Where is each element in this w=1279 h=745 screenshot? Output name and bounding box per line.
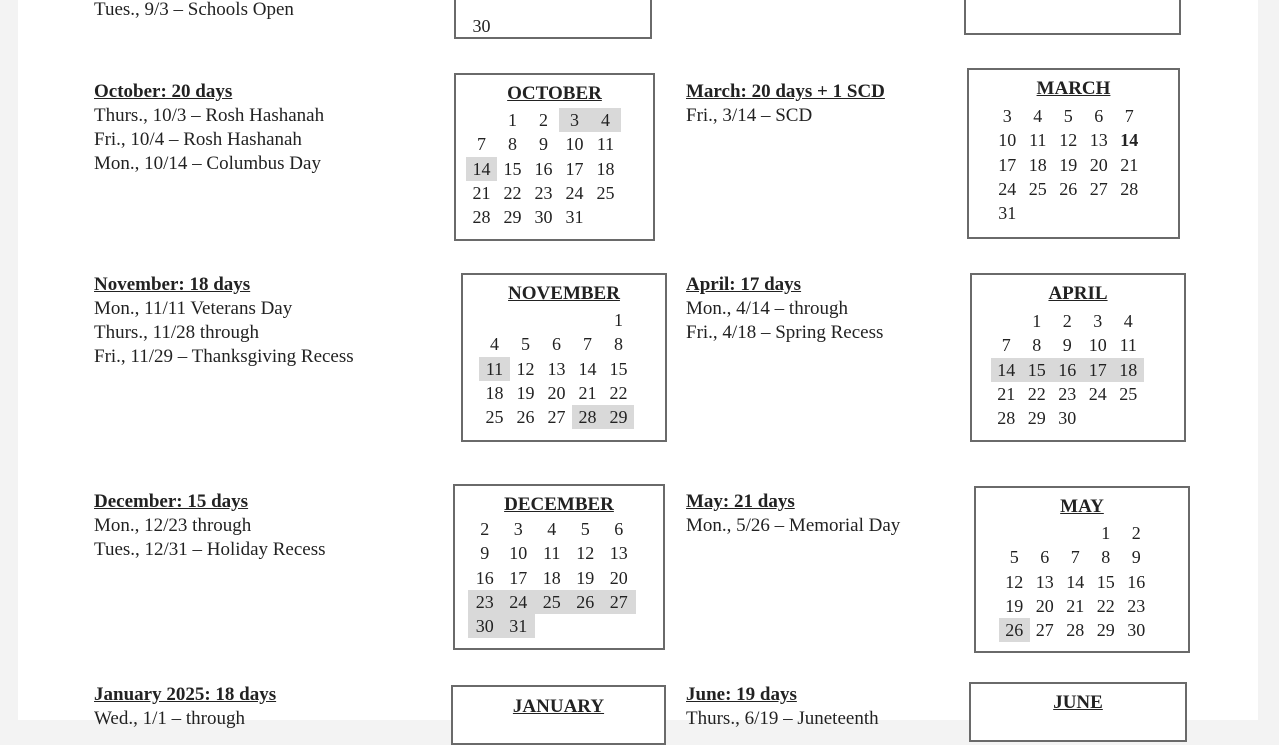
day-cell: 28 [997, 408, 1016, 429]
day-cell: 22 [503, 182, 522, 203]
empty-day-cell [528, 14, 559, 38]
day-cell: 4 [1033, 106, 1043, 126]
day-cell: 17 [998, 154, 1017, 175]
day-cell: 18 [1113, 358, 1144, 382]
empty-day-cell [541, 308, 572, 332]
day-cell: 17 [1083, 358, 1114, 382]
day-cell: 24 [1088, 383, 1107, 404]
march-grid [992, 104, 1145, 225]
day-cell: 31 [998, 203, 1017, 224]
note-line: Thurs., 6/19 – Juneteenth [686, 708, 879, 729]
day-cell: 9 [1062, 335, 1072, 356]
day-cell: 7 [583, 334, 592, 355]
january-notes [94, 683, 276, 731]
day-cell: 20 [547, 382, 566, 403]
december-grid [468, 517, 636, 638]
day-cell: 2 [480, 519, 490, 539]
empty-day-cell [590, 14, 621, 38]
day-cell: 25 [1028, 178, 1047, 199]
october-grid [466, 108, 621, 229]
day-cell: 20 [1035, 595, 1054, 616]
empty-day-cell [1083, 406, 1114, 430]
day-cell: 31 [565, 207, 584, 228]
day-cell: 8 [1032, 335, 1042, 356]
november-calendar [461, 273, 667, 442]
empty-day-cell [999, 521, 1030, 545]
day-cell: 28 [572, 405, 603, 429]
june-title: JUNE [1053, 692, 1103, 713]
june-calendar [969, 682, 1187, 742]
day-cell: 25 [485, 407, 504, 428]
day-cell: 27 [547, 407, 566, 428]
november-notes [94, 273, 354, 369]
day-cell: 30 [534, 207, 553, 228]
september-grid [466, 14, 621, 38]
day-cell: 16 [534, 158, 553, 179]
note-line: Mon., 11/11 Veterans Day [94, 298, 293, 319]
day-cell: 5 [1063, 106, 1073, 126]
day-cell: 9 [539, 134, 548, 155]
day-cell: 7 [1124, 106, 1134, 126]
day-cell: 27 [1089, 178, 1108, 199]
december-calendar [453, 484, 665, 650]
day-cell: 23 [534, 182, 553, 203]
empty-day-cell [1113, 406, 1144, 430]
empty-day-cell [569, 614, 603, 638]
day-cell: 18 [542, 567, 561, 588]
calendar-page [18, 0, 1258, 729]
day-cell: 24 [565, 182, 584, 203]
note-line: Mon., 4/14 – through [686, 298, 849, 319]
may-title: MAY [1060, 496, 1104, 517]
day-cell: 26 [516, 407, 535, 428]
day-cell: 29 [1027, 408, 1046, 429]
note-line: Thurs., 10/3 – Rosh Hashanah [94, 105, 325, 126]
day-cell: 2 [1131, 523, 1141, 543]
day-cell: 27 [1035, 620, 1054, 641]
january-heading: January 2025: 18 days [94, 684, 277, 705]
day-cell: 4 [490, 334, 499, 355]
day-cell: 2 [1062, 311, 1072, 331]
day-cell: 30 [1127, 620, 1146, 641]
day-cell: 10 [565, 134, 584, 155]
day-cell: 1 [1101, 523, 1111, 543]
day-cell: 5 [580, 519, 590, 539]
day-cell: 28 [1120, 178, 1139, 199]
day-cell: 3 [1002, 106, 1012, 126]
october-calendar [454, 73, 655, 241]
note-line: Fri., 11/29 – Thanksgiving Recess [94, 346, 354, 367]
day-cell: 19 [516, 382, 535, 403]
day-cell: 22 [609, 382, 628, 403]
december-title: DECEMBER [504, 494, 614, 515]
december-heading: December: 15 days [94, 491, 249, 512]
september-notes [94, 0, 294, 22]
day-cell: 26 [569, 590, 603, 614]
day-cell: 22 [1096, 595, 1115, 616]
day-cell: 19 [576, 567, 595, 588]
day-cell: 5 [1009, 547, 1019, 568]
day-cell: 21 [472, 182, 491, 203]
day-cell: 13 [1035, 571, 1054, 592]
day-cell: 11 [1029, 130, 1047, 151]
october-heading: October: 20 days [94, 81, 233, 102]
day-cell: 18 [1028, 154, 1047, 175]
october-title: OCTOBER [507, 83, 602, 104]
empty-day-cell [991, 309, 1022, 333]
day-cell: 9 [1131, 547, 1141, 568]
day-cell: 29 [603, 405, 634, 429]
day-cell: 6 [552, 334, 561, 355]
day-cell: 29 [1096, 620, 1115, 641]
day-cell: 28 [472, 207, 491, 228]
day-cell: 7 [1070, 547, 1080, 568]
day-cell: 14 [466, 157, 497, 181]
note-line: Wed., 1/1 – through [94, 708, 245, 729]
day-cell: 21 [1120, 154, 1139, 175]
january-calendar [451, 685, 666, 745]
april-heading: April: 17 days [686, 274, 802, 295]
day-cell: 11 [1119, 335, 1137, 356]
day-cell: 28 [1066, 620, 1085, 641]
note-line: Mon., 12/23 through [94, 515, 252, 536]
note-line: Tues., 12/31 – Holiday Recess [94, 539, 326, 560]
day-cell: 23 [1127, 595, 1146, 616]
day-cell: 1 [508, 110, 517, 130]
empty-day-cell [479, 308, 510, 332]
day-cell: 15 [1022, 358, 1053, 382]
january-title: JANUARY [512, 696, 605, 717]
day-cell: 12 [1059, 130, 1078, 151]
empty-day-cell [559, 14, 590, 38]
empty-day-cell [1053, 201, 1084, 225]
day-cell: 21 [578, 382, 597, 403]
empty-day-cell [572, 308, 603, 332]
note-line: Mon., 5/26 – Memorial Day [686, 515, 901, 536]
day-cell: 3 [1093, 311, 1103, 331]
day-cell: 14 [1066, 571, 1085, 592]
day-cell: 25 [535, 590, 569, 614]
day-cell: 4 [1123, 311, 1133, 331]
empty-day-cell [497, 14, 528, 38]
day-cell: 21 [1066, 595, 1085, 616]
empty-day-cell [510, 308, 541, 332]
day-cell: 22 [1027, 383, 1046, 404]
day-cell: 7 [1001, 335, 1011, 356]
day-cell: 30 [468, 614, 502, 638]
day-cell: 15 [503, 158, 522, 179]
day-cell: 24 [502, 590, 536, 614]
day-cell: 1 [1032, 311, 1042, 331]
day-cell: 17 [565, 158, 584, 179]
november-heading: November: 18 days [94, 274, 251, 295]
day-cell: 12 [1005, 571, 1024, 592]
may-calendar [974, 486, 1190, 653]
day-cell: 6 [1040, 547, 1050, 568]
day-cell: 27 [602, 590, 636, 614]
day-cell: 21 [997, 383, 1016, 404]
march-notes [686, 80, 885, 128]
empty-day-cell [1060, 521, 1091, 545]
february-calendar [964, 0, 1181, 35]
day-cell: 13 [609, 543, 628, 564]
day-cell: 11 [479, 357, 510, 381]
day-cell: 31 [502, 614, 536, 638]
day-cell: 26 [1059, 178, 1078, 199]
empty-day-cell [1030, 521, 1061, 545]
day-cell: 11 [596, 134, 615, 155]
day-cell: 30 [1058, 408, 1077, 429]
day-cell: 15 [609, 358, 628, 379]
september-calendar [454, 0, 652, 39]
note-line: Mon., 10/14 – Columbus Day [94, 153, 321, 174]
april-notes [686, 273, 883, 345]
day-cell: 14 [1120, 130, 1139, 151]
march-calendar [967, 68, 1180, 239]
day-cell: 15 [1096, 571, 1115, 592]
day-cell: 1 [614, 310, 623, 330]
march-title: MARCH [1036, 78, 1111, 99]
november-grid [479, 308, 634, 429]
note-line: Fri., 3/14 – SCD [686, 105, 813, 126]
day-cell: 10 [998, 130, 1017, 151]
day-cell: 23 [1058, 383, 1077, 404]
day-cell: 2 [539, 110, 548, 130]
note-line: Fri., 10/4 – Rosh Hashanah [94, 129, 302, 150]
note-line: Tues., 9/3 – Schools Open [94, 0, 294, 20]
march-heading: March: 20 days + 1 SCD [686, 81, 885, 102]
june-heading: June: 19 days [686, 684, 797, 705]
october-notes [94, 80, 324, 176]
april-grid [991, 309, 1144, 430]
day-cell: 19 [1059, 154, 1078, 175]
day-cell: 7 [477, 134, 486, 155]
empty-day-cell [466, 108, 497, 132]
april-title: APRIL [1048, 283, 1108, 304]
day-cell: 6 [1094, 106, 1104, 126]
day-cell: 18 [596, 158, 615, 179]
empty-day-cell [602, 614, 636, 638]
day-cell: 11 [543, 543, 561, 564]
day-cell: 8 [614, 334, 623, 355]
day-cell: 6 [614, 519, 624, 539]
empty-day-cell [590, 205, 621, 229]
day-cell: 16 [475, 567, 494, 588]
day-cell: 23 [468, 590, 502, 614]
day-cell: 16 [1052, 358, 1083, 382]
day-cell: 5 [521, 334, 530, 355]
note-line: Thurs., 11/28 through [94, 322, 260, 343]
day-cell: 14 [578, 358, 597, 379]
day-cell: 9 [480, 543, 490, 564]
day-cell: 25 [1119, 383, 1138, 404]
day-cell: 3 [559, 108, 590, 132]
day-cell: 13 [547, 358, 566, 379]
day-cell: 10 [509, 543, 528, 564]
day-cell: 4 [547, 519, 557, 539]
day-cell: 12 [516, 358, 535, 379]
day-cell: 14 [991, 358, 1022, 382]
day-cell: 4 [590, 108, 621, 132]
note-line: Fri., 4/18 – Spring Recess [686, 322, 884, 343]
may-grid [999, 521, 1152, 642]
day-cell: 13 [1089, 130, 1108, 151]
may-notes [686, 490, 900, 538]
day-cell: 30 [472, 16, 491, 36]
day-cell: 8 [508, 134, 517, 155]
day-cell: 10 [1088, 335, 1107, 356]
empty-day-cell [1023, 201, 1054, 225]
day-cell: 20 [609, 567, 628, 588]
empty-day-cell [1084, 201, 1115, 225]
december-notes [94, 490, 326, 562]
day-cell: 17 [509, 567, 528, 588]
november-title: NOVEMBER [508, 283, 620, 304]
may-heading: May: 21 days [686, 491, 795, 512]
day-cell: 16 [1127, 571, 1146, 592]
day-cell: 20 [1089, 154, 1108, 175]
day-cell: 18 [485, 382, 504, 403]
april-calendar [970, 273, 1186, 442]
empty-day-cell [535, 614, 569, 638]
day-cell: 3 [513, 519, 523, 539]
day-cell: 12 [576, 543, 595, 564]
empty-day-cell [1114, 201, 1145, 225]
day-cell: 8 [1101, 547, 1111, 568]
day-cell: 19 [1005, 595, 1024, 616]
day-cell: 26 [999, 618, 1030, 642]
day-cell: 29 [503, 207, 522, 228]
day-cell: 24 [998, 178, 1017, 199]
june-notes [686, 683, 879, 731]
day-cell: 25 [596, 182, 615, 203]
